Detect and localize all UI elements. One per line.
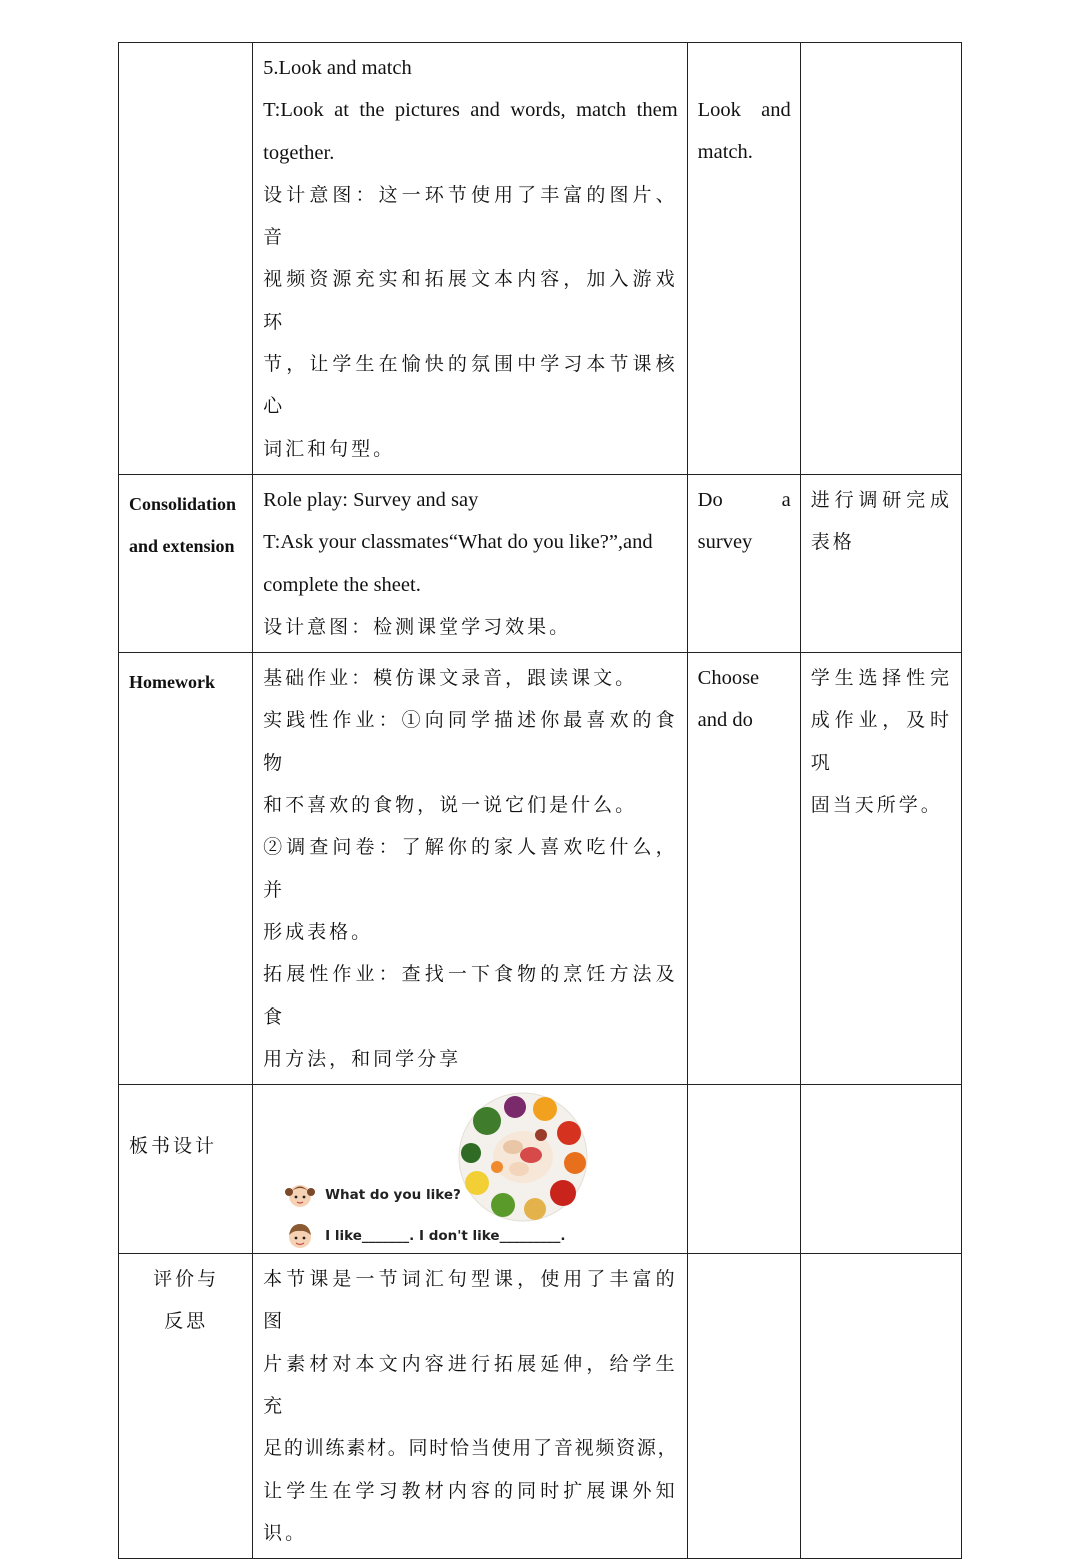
homework-line: 形成表格。: [263, 920, 374, 943]
reflection-line: 片素材对本文内容进行拓展延伸，给学生充: [263, 1352, 678, 1418]
stage-cell: [119, 653, 253, 1085]
reflection-line: 本节课是一节词汇句型课，使用了丰富的图: [263, 1268, 678, 1333]
answer-text: I like_______. I don't like_________.: [325, 1228, 566, 1245]
note-cell: [800, 474, 961, 652]
homework-line: ②调查问卷：了解你的家人喜欢吃什么，并: [263, 836, 678, 901]
note-line: 学生选择性完: [810, 667, 952, 690]
activity-cell: [687, 653, 800, 1085]
teacher-instruction-cont: complete the sheet.: [263, 573, 421, 596]
design-intent-line: 节，让学生在愉快的氛围中学习本节课核心: [263, 353, 678, 418]
note-cell-empty: [800, 1254, 961, 1559]
board-cell: [253, 1085, 688, 1254]
stage-label: 板书设计: [129, 1135, 218, 1158]
content-cell: [253, 653, 688, 1085]
homework-line: 实践性作业：①向同学描述你最喜欢的食物: [263, 709, 678, 774]
reflection-line: 足的训练素材。同时恰当使用了音视频资源，: [263, 1437, 678, 1460]
note-cell: [800, 653, 961, 1085]
content-cell: [253, 43, 688, 475]
question-row: [285, 1180, 461, 1210]
question-text: What do you like?: [325, 1187, 461, 1204]
stage-cell: [119, 1254, 253, 1559]
stage-label: 反思: [164, 1310, 209, 1333]
answer-row: [285, 1221, 565, 1251]
teacher-instruction: T:Ask your classmates“What do you like?”,and: [263, 531, 653, 554]
reflection-line: 识。: [263, 1521, 308, 1544]
note-cell-empty: [800, 43, 961, 475]
stage-label: Consolidation: [129, 493, 237, 514]
stage-cell-empty: [119, 43, 253, 475]
lesson-plan-table: [118, 42, 962, 1559]
activity-line: Choose: [697, 667, 760, 690]
step-title: 5.Look and match: [263, 57, 412, 79]
design-intent-line: 设计意图：检测课堂学习效果。: [263, 615, 572, 638]
note-line: 表格: [810, 531, 855, 554]
content-cell: [253, 1254, 688, 1559]
homework-line: 拓展性作业：查找一下食物的烹饪方法及食: [263, 963, 678, 1028]
activity-cell-empty: [687, 1254, 800, 1559]
row-look-and-match: [119, 43, 962, 475]
activity-line: survey: [697, 531, 753, 554]
row-board-design: [119, 1085, 962, 1254]
note-line: 进行调研完成: [810, 488, 952, 511]
stage-label: 评价与: [153, 1268, 220, 1291]
note-cell-empty: [800, 1085, 961, 1254]
activity-line: Do a: [697, 488, 791, 511]
stage-label: Homework: [129, 672, 215, 693]
design-intent-line: 视频资源充实和拓展文本内容，加入游戏环: [263, 268, 678, 333]
activity-line: and do: [697, 709, 753, 732]
row-reflection: [119, 1254, 962, 1559]
girl-face-icon: [285, 1180, 315, 1210]
stage-cell: [119, 1085, 253, 1254]
design-intent-line: 词汇和句型。: [263, 437, 396, 460]
homework-line: 用方法，和同学分享: [263, 1047, 462, 1070]
activity-line: match.: [697, 141, 753, 164]
food-plate-image: [457, 1091, 589, 1223]
step-title: Role play: Survey and say: [263, 488, 479, 511]
teacher-instruction-cont: together.: [263, 141, 335, 164]
note-line: 固当天所学。: [810, 794, 943, 817]
teacher-instruction: T:Look at the pictures and words, match them: [263, 99, 678, 122]
activity-line: Look and: [697, 99, 791, 121]
homework-line: 和不喜欢的食物，说一说它们是什么。: [263, 794, 638, 817]
content-cell: [253, 474, 688, 652]
row-consolidation: [119, 474, 962, 652]
activity-cell: [687, 474, 800, 652]
reflection-line: 让学生在学习教材内容的同时扩展课外知: [263, 1479, 678, 1502]
note-line: 成作业，及时巩: [810, 709, 952, 774]
homework-line: 基础作业：模仿课文录音，跟读课文。: [263, 667, 638, 690]
stage-label: and extension: [129, 536, 235, 557]
row-homework: [119, 653, 962, 1085]
design-intent-line: 设计意图：这一环节使用了丰富的图片、音: [263, 183, 678, 249]
stage-cell: [119, 474, 253, 652]
activity-cell: [687, 43, 800, 475]
boy-face-icon: [285, 1221, 315, 1251]
activity-cell-empty: [687, 1085, 800, 1254]
